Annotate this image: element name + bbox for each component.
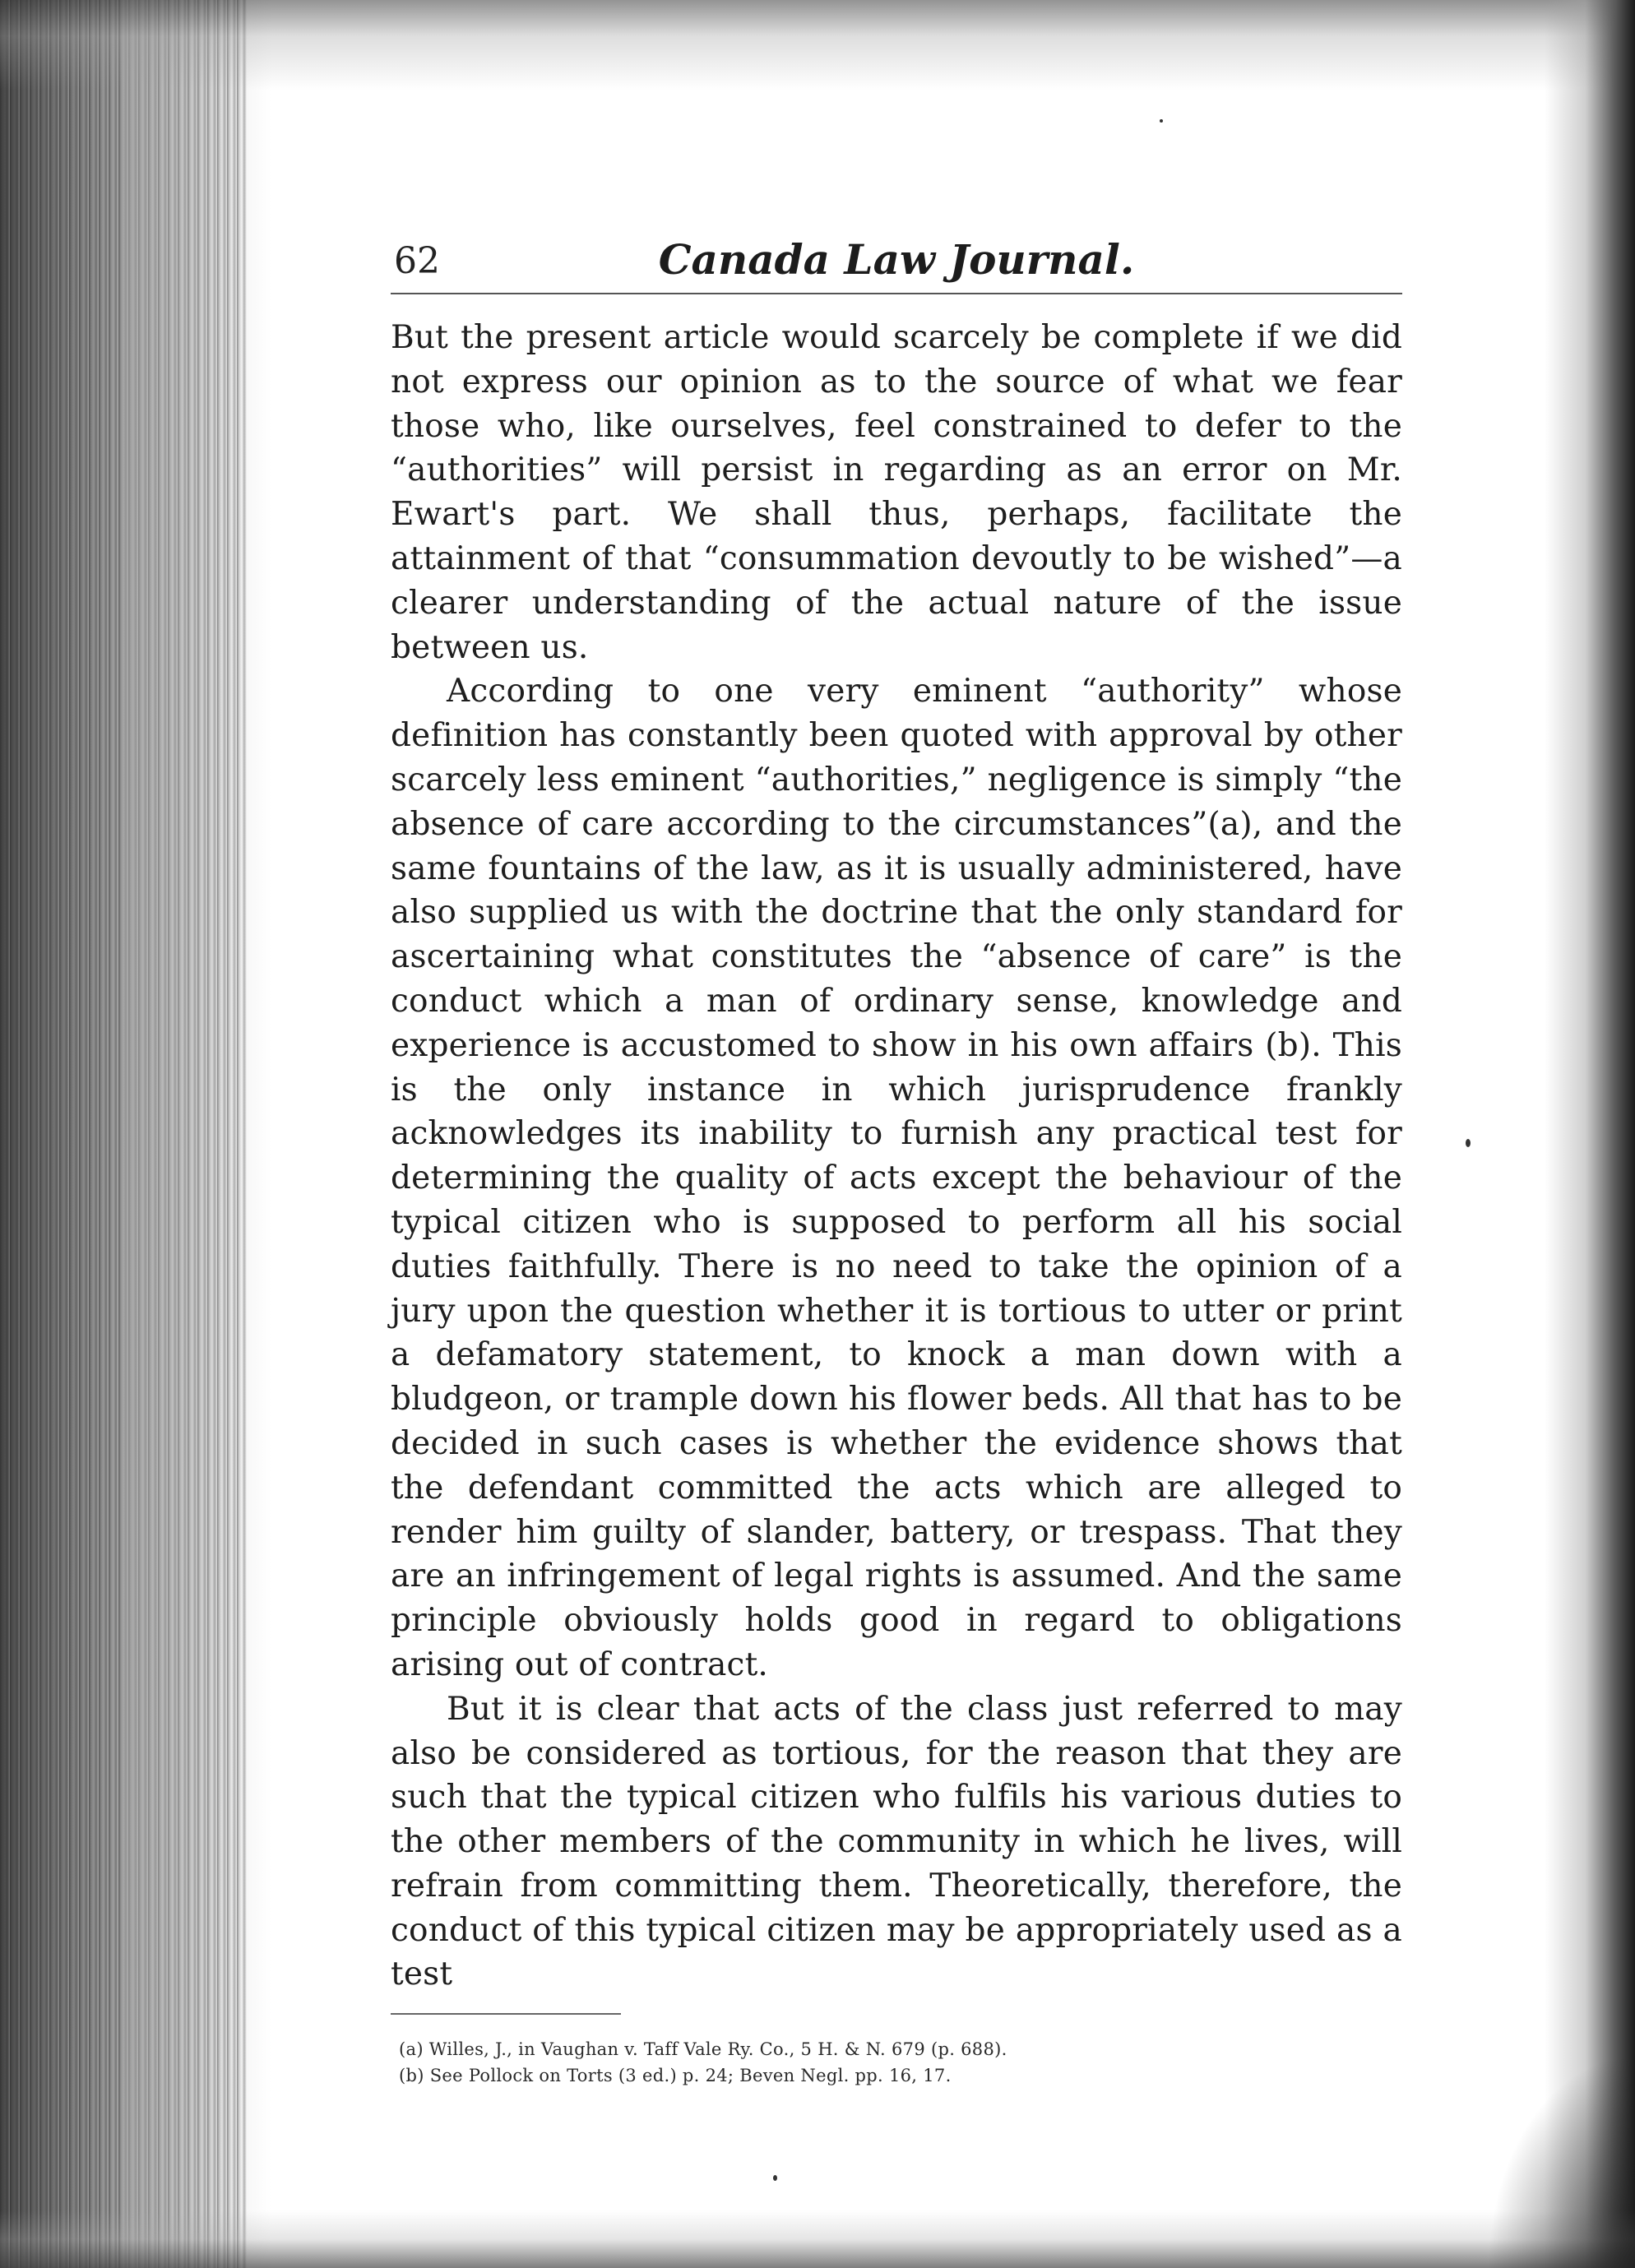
scan-speck xyxy=(773,2175,777,2181)
scan-speck xyxy=(1160,119,1163,123)
scan-top-edge xyxy=(0,0,1635,90)
footnotes xyxy=(391,2036,1402,2089)
paragraph: But it is clear that acts of the class just referred to may also be considered as tortious, for the reason that they are such that the typical citizen who fulfils his various duties to the other members of the community in which he lives, will refrain from committing them. Theoretically, therefore, the conduct of this typical citizen may be appropriately used as a test xyxy=(391,1690,1402,1993)
footnote: (a) Willes, J., in Vaughan v. Taff Vale Ry. Co., 5 H. & N. 679 (p. 688). xyxy=(399,2039,1007,2060)
paragraph: But the present article would scarcely be complete if we did not express our opinion as to the source of what we fear those who, like ourselves, feel constrained to defer to the “authorities” will persist in regarding as an error on Mr. Ewart's part. We shall thus, perhaps, facilitate the attainment of that “consummation devoutly to be wished”—a clearer understanding of the actual nature of the issue between us. xyxy=(391,319,1402,666)
page-number: 62 xyxy=(394,240,440,282)
scan-right-edge xyxy=(1545,0,1635,2268)
scan-left-shadow xyxy=(123,0,271,2268)
scan-corner-shadow xyxy=(1487,2054,1635,2268)
journal-title: Canada Law Journal. xyxy=(658,235,1135,284)
header-rule xyxy=(391,293,1402,294)
footnote-rule xyxy=(391,2013,621,2015)
footnote: (b) See Pollock on Torts (3 ed.) p. 24; Beven Negl. pp. 16, 17. xyxy=(399,2066,952,2086)
running-header xyxy=(391,230,1402,296)
article-body xyxy=(391,316,1402,1997)
page xyxy=(391,230,1402,2089)
scan-speck xyxy=(1466,1139,1471,1147)
paragraph: According to one very eminent “authority” whose definition has constantly been quoted with approval by other scarcely less eminent “authorities,” negligence is simply “the absence of care according to the circumstances”(a), and the same fountains of the law, as it is usually administered, have also supplied us with the doctrine that the only standard for ascertaining what constitutes the “absence of care” is the conduct which a man of ordinary sense, knowledge and experience is accustomed to show in his own affairs (b). This is the only instance in which jurisprudence frankly acknowledges its inability to furnish any practical test for determining the quality of acts except the behaviour of the typical citizen who is supposed to perform all his social duties faithfully. There is no need to take the opinion of a jury upon the question whether it is tortious to utter or print a defamatory statement, to knock a man down with a bludgeon, or trample down his flower beds. All that has to be decided in such cases is whether the evidence shows that the defendant committed the acts which are alleged to render him guilty of slander, battery, or trespass. That they are an infringement of legal rights is assumed. And the same principle obviously holds good in regard to obligations arising out of contract. xyxy=(391,673,1402,1683)
scan-bottom-edge xyxy=(0,2210,1635,2268)
